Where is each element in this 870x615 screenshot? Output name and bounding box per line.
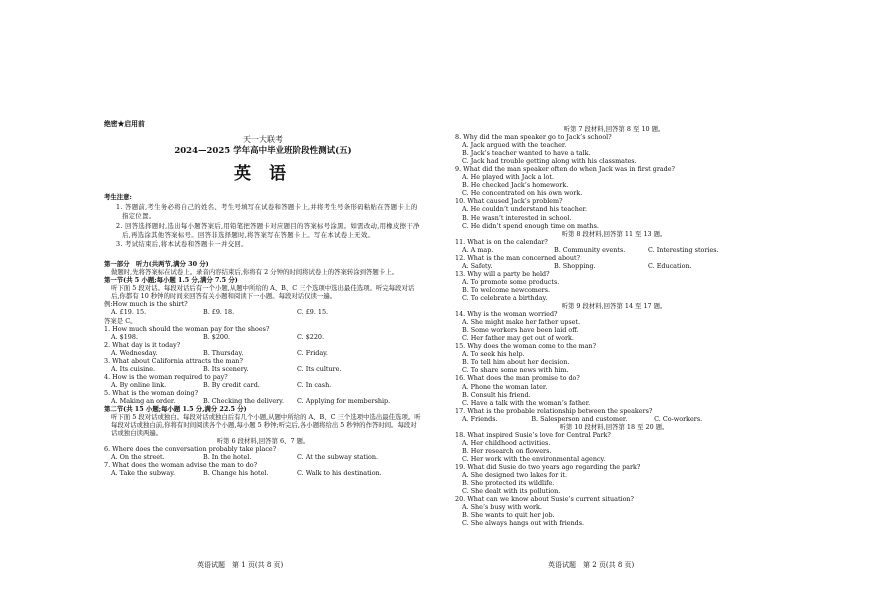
option: A. On the street. [111, 453, 165, 462]
question-text: 13. Why will a party be held? [455, 269, 550, 278]
question-19 [455, 463, 773, 495]
question-options [104, 365, 422, 373]
question-14 [455, 310, 773, 342]
notice-heading: 考生注意: [104, 193, 132, 202]
option: A. To seek his help. [462, 350, 525, 359]
org-name: 天一大联考 [243, 135, 283, 145]
option: A. Its cuisine. [111, 364, 156, 373]
section1-description: 听下面 5 段对话。每段对话后有一个小题,从题中所给的 A、B、C 三个选项中选出最佳选项。听完每段对话后,你都有 10 秒钟的时间来回答有关小题和阅读下一小题。每段对话仅读一遍。 [111, 284, 415, 301]
option: A. Wednesday. [111, 348, 158, 357]
example-question: 例:How much is the shirt? [104, 300, 188, 309]
question-8 [455, 133, 773, 165]
question-text: 10. What caused Jack’s problem? [455, 197, 563, 206]
question-text: 4. How is the woman required to pay? [104, 372, 228, 381]
option: A. Jack argued with the teacher. [462, 141, 567, 150]
question-text: 6. Where does the conversation probably take place? [104, 445, 277, 454]
subject-title: 英 语 [234, 164, 292, 185]
option: B. Salesperson and customer. [531, 414, 628, 423]
confidential-mark: 绝密★启用前 [104, 120, 145, 128]
option: C. He concentrated on his own work. [462, 189, 583, 198]
option: C. Its culture. [297, 364, 342, 373]
part1-heading: 第一部分 听力(共两节,满分 30 分) [104, 260, 209, 269]
question-options [104, 333, 422, 341]
option: B. Thursday. [203, 348, 244, 357]
question-15 [455, 342, 773, 374]
material-8-heading: 听第 8 段材料,回答第 11 至 13 题。 [561, 229, 667, 238]
question-text: 8. Why did the man speaker go to Jack’s school? [455, 133, 612, 142]
option: C. He didn’t spend enough time on maths. [462, 221, 599, 230]
section2-heading: 第二节(共 15 小题;每小题 1.5 分,满分 22.5 分) [104, 405, 247, 414]
option: B. Some workers have been laid off. [462, 326, 579, 335]
question-text: 19. What did Susie do two years ago regarding the park? [455, 462, 641, 471]
option: C. $220. [297, 332, 325, 341]
option: C. Interesting stories. [648, 245, 719, 254]
example-options [104, 308, 422, 316]
option: A. He played with Jack a lot. [462, 173, 554, 182]
option: B. Her research on flowers. [462, 446, 552, 455]
option: A. Take the subway. [111, 469, 175, 478]
question-4 [104, 373, 422, 389]
option: B. Jack’s teacher wanted to have a talk. [462, 149, 591, 158]
question-options [455, 415, 773, 423]
question-text: 7. What does the woman advise the man to do? [104, 461, 258, 470]
question-3 [104, 357, 422, 373]
option: A. Safety. [462, 261, 493, 270]
option: A. She’s busy with work. [462, 503, 542, 512]
option: B. He wasn’t interested in school. [462, 213, 572, 222]
question-17 [455, 407, 773, 423]
question-options [104, 381, 422, 389]
material-10-heading: 听第 10 段材料,回答第 18 至 20 题。 [559, 422, 669, 431]
option: C. To share some news with him. [462, 366, 569, 375]
section1-heading: 第一节(共 5 小题;每小题 1.5 分,满分 7.5 分) [104, 276, 238, 285]
question-options [455, 246, 773, 254]
question-text: 1. How much should the woman pay for the shoes? [104, 324, 270, 333]
option: C. Have a talk with the woman’s father. [462, 398, 591, 407]
question-9 [455, 165, 773, 197]
question-text: 17. What is the probable relationship between the speakers? [455, 406, 653, 415]
option: A. He couldn’t understand his teacher. [462, 205, 588, 214]
option: B. Its scenery. [203, 364, 249, 373]
question-options [104, 397, 422, 405]
option: B. She protected its wildlife. [462, 479, 555, 488]
option: B. Checking the delivery. [203, 397, 284, 405]
question-6 [104, 445, 422, 461]
question-text: 15. Why does the woman come to the man? [455, 342, 597, 351]
left-page [104, 0, 422, 477]
option: C. Education. [648, 261, 692, 270]
option: B. To welcome newcomers. [462, 285, 551, 294]
question-text: 3. What about California attracts the man? [104, 356, 243, 365]
option: A. She might make her father upset. [462, 318, 581, 327]
option: C. Friday. [297, 348, 328, 357]
option: C. In cash. [297, 380, 332, 389]
question-16 [455, 374, 773, 406]
question-12 [455, 254, 773, 270]
option: C. At the subway station. [297, 453, 378, 462]
right-page-footer: 英语试题 第 2 页(共 8 页) [548, 561, 635, 569]
left-page-footer: 英语试题 第 1 页(共 8 页) [197, 561, 284, 569]
question-18 [455, 431, 773, 463]
material-6-heading: 听第 6 段材料,回答第 6、7 题。 [216, 437, 310, 446]
right-page [455, 0, 773, 527]
option: A. By online link. [111, 380, 167, 389]
option: B. She wants to quit her job. [462, 511, 555, 520]
question-text: 12. What is the man concerned about? [455, 253, 580, 262]
question-2 [104, 341, 422, 357]
example-answer: 答案是 C。 [104, 316, 137, 325]
question-text: 16. What does the man promise to do? [455, 374, 580, 383]
exam-title: 2024—2025 学年高中毕业班阶段性测试(五) [174, 146, 352, 157]
option: C. £9. 15. [297, 308, 329, 317]
option: B. He checked Jack’s homework. [462, 181, 569, 190]
option: B. Consult his friend. [462, 390, 531, 399]
option: B. £9. 18. [203, 308, 235, 317]
option: C. Co-workers. [654, 414, 703, 423]
option: B. In the hotel. [203, 453, 252, 462]
notice-list [104, 203, 422, 249]
option: B. Shopping. [554, 261, 596, 270]
question-options [104, 453, 422, 461]
question-text: 9. What did the man speaker often do when Jack was in first grade? [455, 165, 675, 174]
question-11 [455, 238, 773, 254]
option: A. She designed two lakes for it. [462, 471, 567, 480]
notice-item: 1. 答题前,考生务必将自己的姓名、考生号填写在试卷和答题卡上,并将考生号条形码粘贴在答题卡上的指定位置。 [116, 203, 418, 221]
material-7-heading: 听第 7 段材料,回答第 8 至 10 题。 [563, 125, 665, 133]
option: A. To promote some products. [462, 277, 560, 286]
option: A. Making an order. [111, 397, 176, 405]
material-9-heading: 听第 9 段材料,回答第 14 至 17 题。 [561, 302, 667, 311]
question-1 [104, 325, 422, 341]
option: A. A map. [462, 245, 494, 254]
option: B. By credit card. [203, 380, 260, 389]
question-text: 14. Why is the woman worried? [455, 310, 558, 319]
option: B. To tell him about her decision. [462, 358, 570, 367]
option: A. $198. [111, 332, 138, 341]
option: C. To celebrate a birthday. [462, 293, 548, 302]
question-text: 20. What can we know about Susie’s current situation? [455, 495, 634, 504]
option: C. Jack had trouble getting along with his classmates. [462, 157, 637, 166]
section2-description: 听下面 5 段对话或独白。每段对话或独白后有几个小题,从题中所给的 A、B、C 三个选项中选出最佳选项。听每段对话或独白前,你将有时间阅读各个小题,每小题 5 秒钟;听完后,各小题将给出 5 秒钟的作答时间。每段对话或独白读两遍。 [111, 413, 421, 438]
question-options [455, 262, 773, 270]
question-7 [104, 461, 422, 477]
question-text: 18. What inspired Susie’s love for Central Park? [455, 430, 611, 439]
part1-description: 做题时,先将答案标在试卷上。录音内容结束后,你将有 2 分钟的时间将试卷上的答案转涂到答题卡上。 [111, 268, 398, 277]
question-10 [455, 197, 773, 229]
option: B. $200. [203, 332, 231, 341]
option: C. Her father may get out of work. [462, 334, 574, 343]
option: C. Walk to his destination. [297, 469, 382, 478]
option: C. Her work with the environmental agency. [462, 454, 606, 463]
notice-item: 3. 考试结束后,将本试卷和答题卡一并交回。 [116, 240, 248, 248]
notice-item: 2. 回答选择题时,选出每小题答案后,用铅笔把答题卡对应题目的答案标号涂黑。如需改动,用橡皮擦干净后,再选涂其他答案标号。回答非选择题时,将答案写在答题卡上。写在本试卷上无效。 [116, 221, 420, 239]
option: A. Her childhood activities. [462, 438, 551, 447]
option: A. Friends. [462, 414, 498, 423]
question-options [104, 469, 422, 477]
question-5 [104, 389, 422, 405]
option: A. Phone the woman later. [462, 382, 548, 391]
option: B. Community events. [554, 245, 626, 254]
question-options [104, 349, 422, 357]
question-20 [455, 495, 773, 527]
option: C. She dealt with its pollution. [462, 487, 561, 496]
option: B. Change his hotel. [203, 469, 269, 478]
question-text: 2. What day is it today? [104, 340, 181, 349]
option: C. She always hangs out with friends. [462, 519, 585, 528]
question-13 [455, 270, 773, 302]
question-text: 5. What is the woman doing? [104, 388, 199, 397]
question-text: 11. What is on the calendar? [455, 237, 548, 246]
option: C. Applying for membership. [297, 397, 391, 405]
option: A. £19. 15. [111, 308, 147, 317]
